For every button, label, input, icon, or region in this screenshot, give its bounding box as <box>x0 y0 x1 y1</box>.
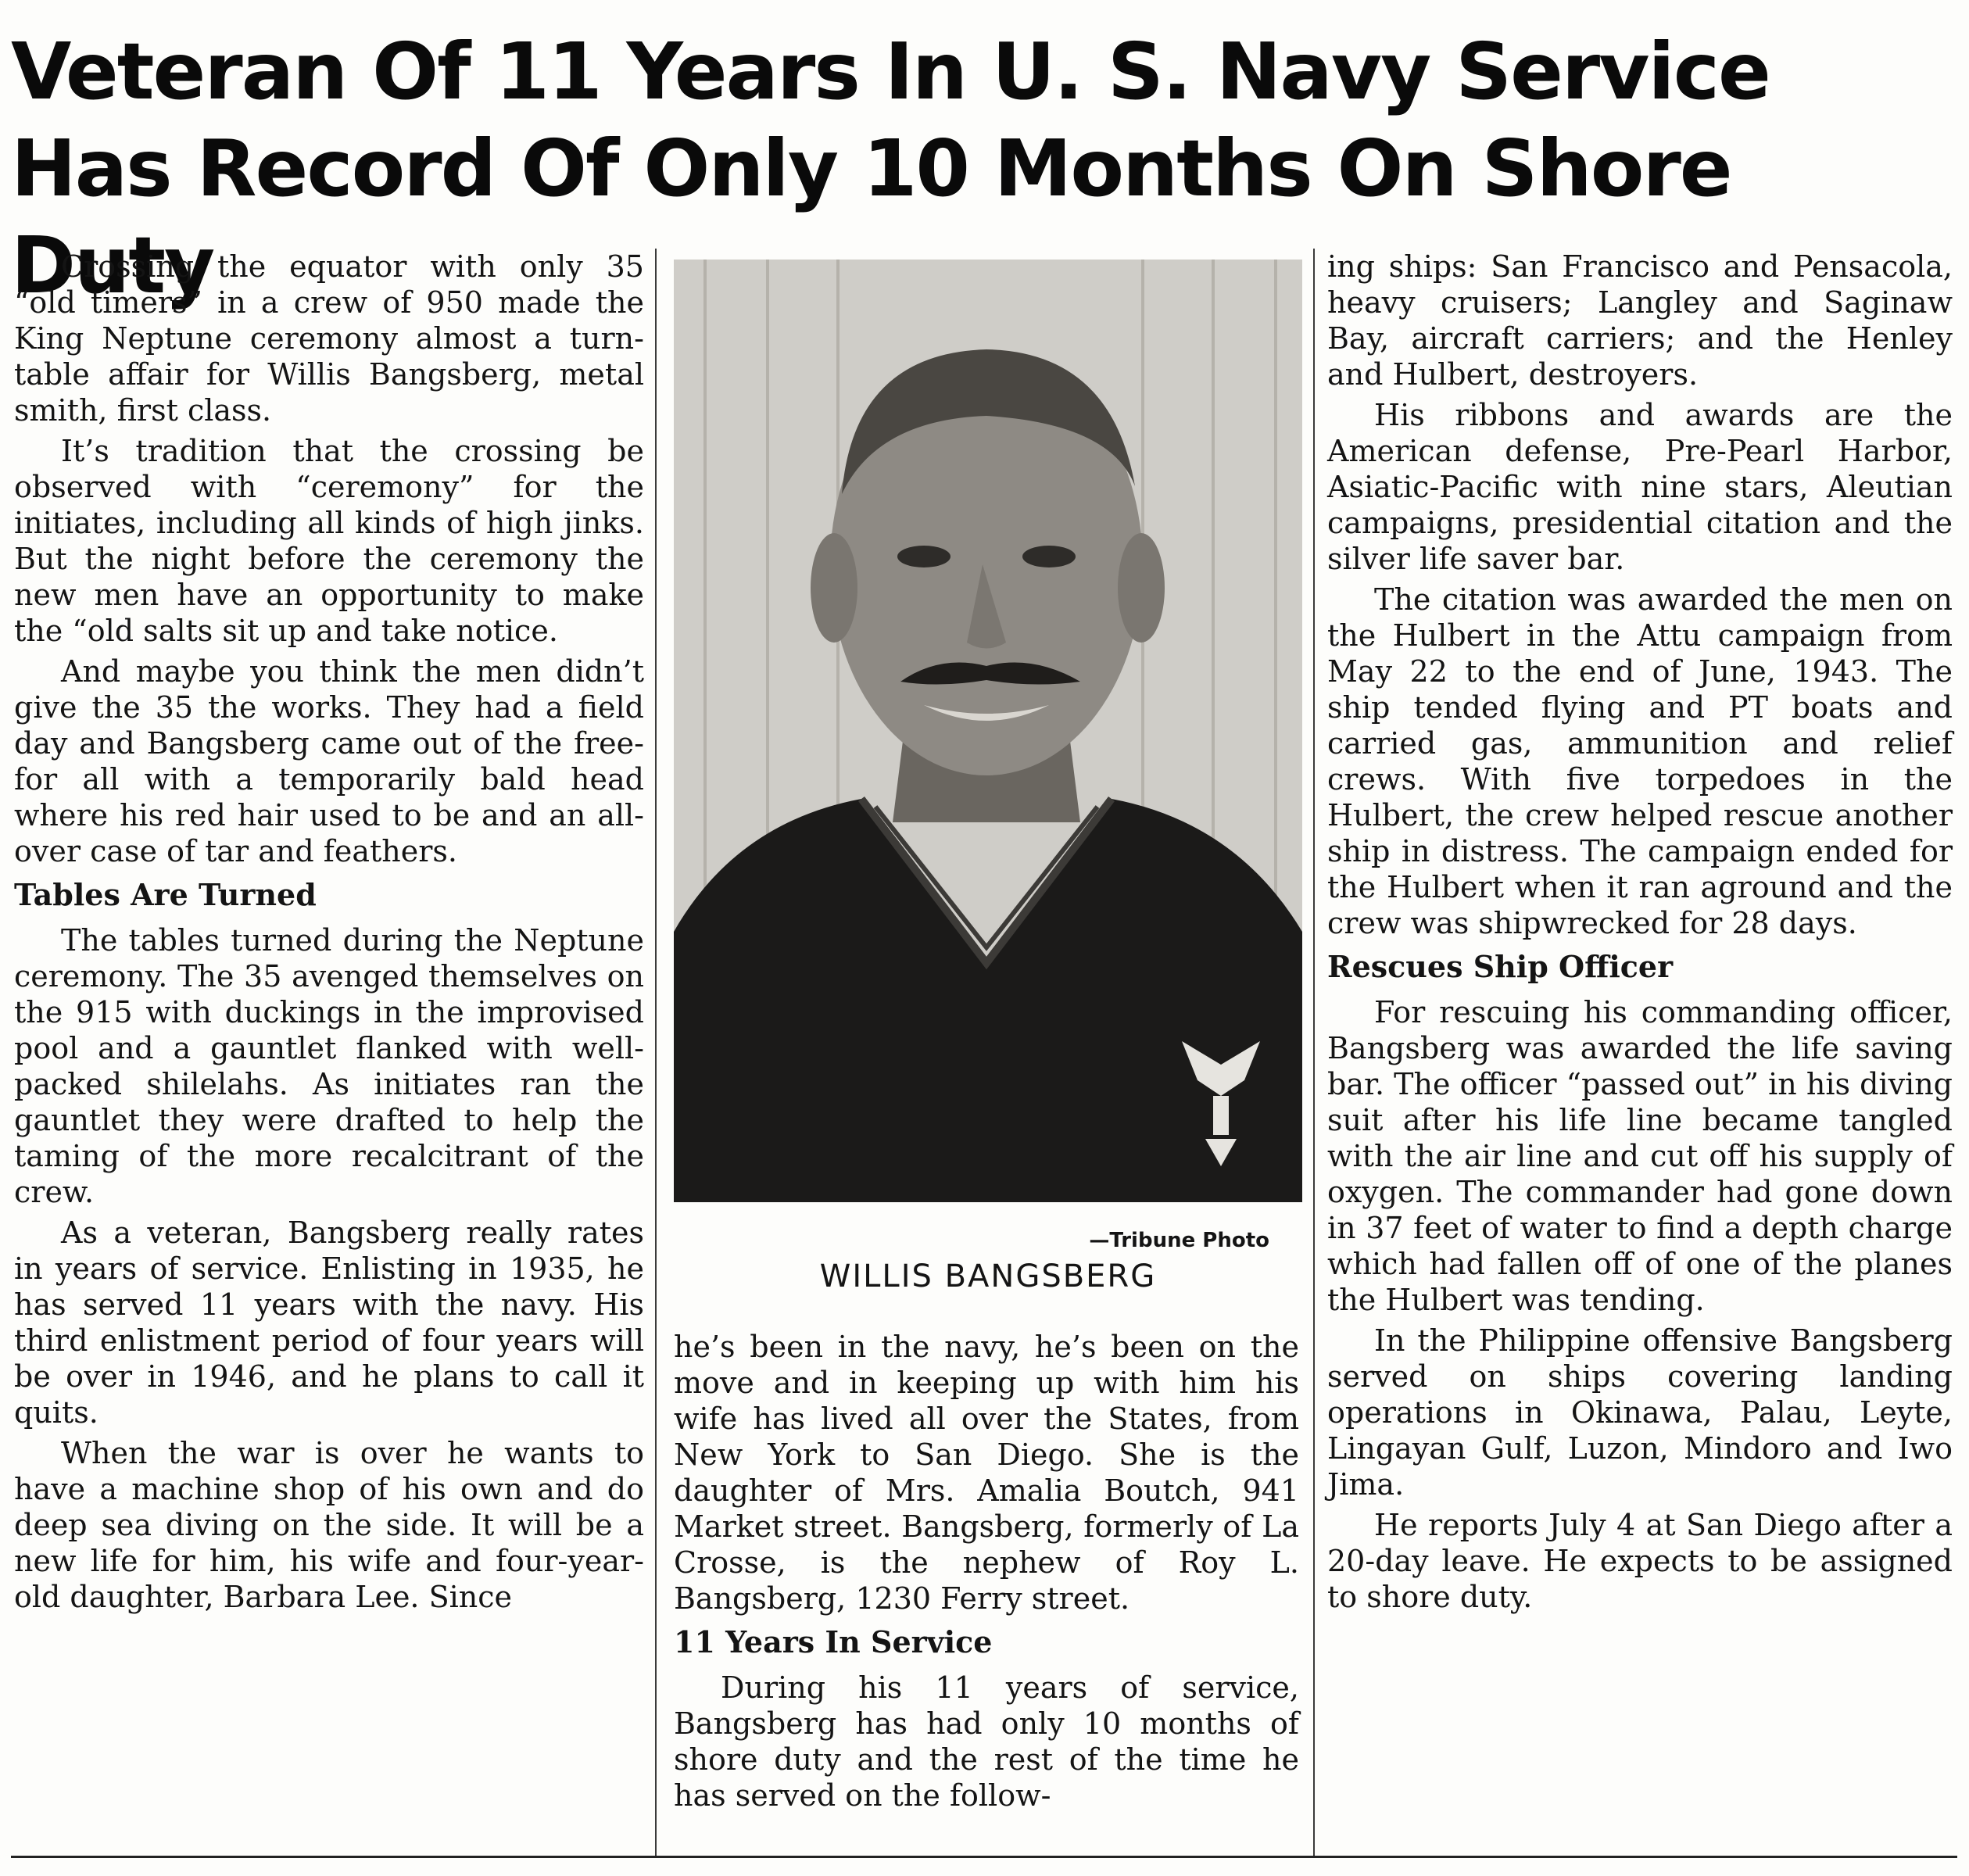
photo-credit: —Tribune Photo <box>1089 1229 1269 1252</box>
bottom-rule <box>11 1856 1957 1858</box>
paragraph: He reports July 4 at San Diego after a 20-day leave. He expects to be assigned to shore duty. <box>1327 1508 1953 1614</box>
paragraph: The citation was awarded the men on the Hulbert in the Attu campaign from May 22 to the end of June, 1943. The ship tended flying and PT boats and carried gas, ammunition and relief crews. With five torpedoes in the Hulbert, the crew helped rescue another ship in distress. The campaign ended for the Hulbert when it ran aground and the crew was shipwrecked for 28 days. <box>1327 582 1953 940</box>
article-column-3 <box>1327 249 1953 1620</box>
paragraph: And maybe you think the men didn’t give the 35 the works. They had a field day and Bangsberg came out of the free-for all with a temporarily bald head where his red hair used to be and an all-over case of tar and feathers. <box>14 654 644 868</box>
paragraph: Crossing the equator with only 35 “old timers” in a crew of 950 made the King Neptune ceremony almost a turn-table affair for Willis Bangsberg, metal smith, first class. <box>14 249 644 428</box>
column-rule-right <box>1313 249 1315 1856</box>
subhead-11-years-in-service: 11 Years In Service <box>674 1624 993 1659</box>
paragraph: In the Philippine offensive Bangsberg served on ships covering landing operations in Okinawa, Palau, Leyte, Lingayan Gulf, Luzon, Mindoro and Iwo Jima. <box>1327 1323 1953 1502</box>
subhead-rescues-ship-officer: Rescues Ship Officer <box>1327 949 1674 984</box>
paragraph: The tables turned during the Neptune ceremony. The 35 avenged themselves on the 915 with duckings in the improvised pool and a gauntlet flanked with well-packed shilelahs. As initiates ran the gauntlet they were drafted to help the taming of the more recalcitrant of the crew. <box>14 923 644 1209</box>
portrait-photo <box>674 260 1302 1202</box>
paragraph: For rescuing his commanding officer, Bangsberg was awarded the life saving bar. The officer “passed out” in his diving suit after his life line became tangled with the air line and cut off his supply of oxygen. The commander had gone down in 37 feet of water to find a depth charge which had fallen off of one of the planes the Hulbert was tending. <box>1327 995 1953 1317</box>
sailor-portrait-image <box>674 260 1302 1202</box>
headline-line-1: Veteran Of 11 Years In U. S. Navy Service <box>11 26 1770 117</box>
paragraph: His ribbons and awards are the American defense, Pre-Pearl Harbor, Asiatic-Pacific with nine stars, Aleutian campaigns, presidential citation and the silver life saver bar. <box>1327 398 1953 576</box>
article-column-1 <box>14 249 644 1620</box>
photo-caption: WILLIS BANGSBERG <box>819 1258 1157 1294</box>
subhead-tables-are-turned: Tables Are Turned <box>14 877 317 912</box>
paragraph: As a veteran, Bangsberg really rates in years of service. Enlisting in 1935, he has served 11 years with the navy. His third enlistment period of four years will be over in 1946, and he plans to call it quits. <box>14 1215 644 1430</box>
column-rule-left <box>655 249 657 1856</box>
paragraph: During his 11 years of service, Bangsberg has had only 10 months of shore duty and the rest of the time he has served on the follow- <box>674 1670 1299 1813</box>
paragraph: he’s been in the navy, he’s been on the move and in keeping up with him his wife has lived all over the States, from New York to San Diego. She is the daughter of Mrs. Amalia Boutch, 941 Market street. Bangsberg, formerly of La Crosse, is the nephew of Roy L. Bangsberg, 1230 Ferry street. <box>674 1330 1299 1616</box>
paragraph: It’s tradition that the crossing be observed with “ceremony” for the initiates, including all kinds of high jinks. But the night before the ceremony the new men have an opportunity to make the “old salts sit up and take notice. <box>14 434 644 648</box>
paragraph: When the war is over he wants to have a machine shop of his own and do deep sea diving on the side. It will be a new life for him, his wife and four-year-old daughter, Barbara Lee. Since <box>14 1436 644 1614</box>
paragraph: ing ships: San Francisco and Pensacola, heavy cruisers; Langley and Saginaw Bay, aircraft carriers; and the Henley and Hulbert, destroyers. <box>1327 249 1953 392</box>
article-column-2 <box>674 1329 1299 1818</box>
headline-line-2: Has Record Of Only 10 Months On Shore Duty <box>11 123 1731 311</box>
